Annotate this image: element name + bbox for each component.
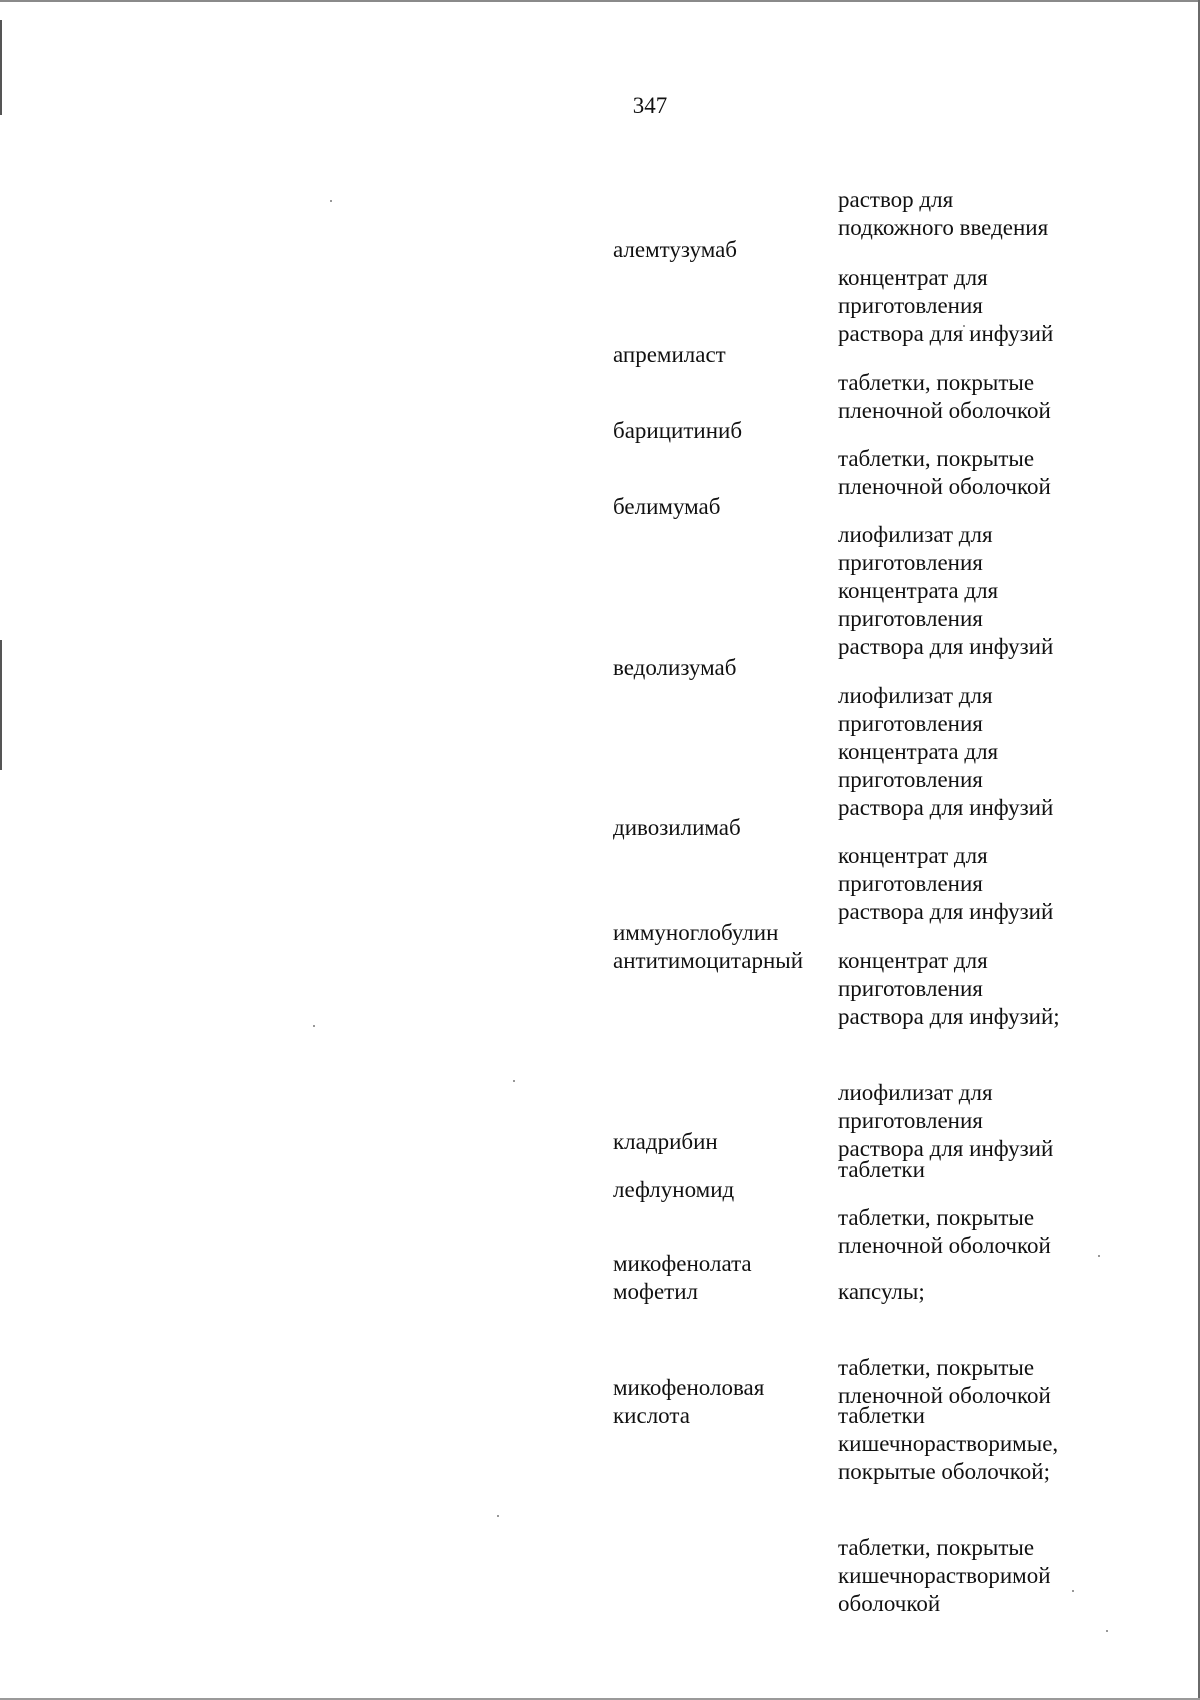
dosage-forms xyxy=(838,1374,1088,1646)
drug-name: ведолизумаб xyxy=(613,655,737,680)
dosage-form: лиофилизат для приготовления раствора для инфузий xyxy=(838,1080,1054,1161)
dosage-form: концентрат для приготовления раствора для инфузий; xyxy=(838,948,1060,1029)
dosage-form: таблетки xyxy=(838,1157,925,1182)
dosage-form: лиофилизат для приготовления концентрата для приготовления раствора для инфузий xyxy=(838,522,1054,659)
dosage-form: концентрат для приготовления раствора для инфузий xyxy=(838,843,1054,924)
dosage-form: капсулы; xyxy=(838,1279,925,1304)
dosage-form: таблетки, покрытые пленочной оболочкой xyxy=(838,1355,1051,1408)
drug-name: микофенолата мофетил xyxy=(613,1251,752,1304)
page-number: 347 xyxy=(632,93,668,118)
drug-name: микофеноловая кислота xyxy=(613,1375,765,1428)
scan-speck xyxy=(313,1025,315,1027)
dosage-form: таблетки, покрытые пленочной оболочкой xyxy=(838,1205,1051,1258)
dosage-form: таблетки, покрытые пленочной оболочкой xyxy=(838,446,1051,499)
drug-name: кладрибин xyxy=(613,1129,718,1154)
drug-name: барицитиниб xyxy=(613,418,743,443)
drug-name: белимумаб xyxy=(613,494,721,519)
scan-speck xyxy=(1098,1255,1100,1257)
drug-name: апремиласт xyxy=(613,342,726,367)
scan-speck xyxy=(513,1080,515,1082)
drug-name: иммуноглобулин антитимоцитарный xyxy=(613,920,804,973)
scan-speck xyxy=(1106,1630,1108,1632)
dosage-form: таблетки, покрытые кишечнорастворимой оболочкой xyxy=(838,1535,1051,1616)
scan-speck xyxy=(330,200,332,202)
drug-name: лефлуномид xyxy=(613,1177,735,1202)
dosage-form: лиофилизат для приготовления концентрата для приготовления раствора для инфузий xyxy=(838,683,1054,820)
dosage-form: таблетки кишечнорастворимые, покрытые оболочкой; xyxy=(838,1403,1059,1484)
dosage-form: таблетки, покрытые пленочной оболочкой xyxy=(838,370,1051,423)
dosage-form: концентрат для приготовления раствора для инфузий xyxy=(838,265,1054,346)
drug-name: дивозилимаб xyxy=(613,815,741,840)
scan-edge-top xyxy=(0,0,1200,2)
scan-edge-mark xyxy=(0,640,2,770)
drug-name: алемтузумаб xyxy=(613,237,738,262)
dosage-form: раствор для подкожного введения xyxy=(838,187,1049,240)
scan-speck xyxy=(497,1515,499,1517)
